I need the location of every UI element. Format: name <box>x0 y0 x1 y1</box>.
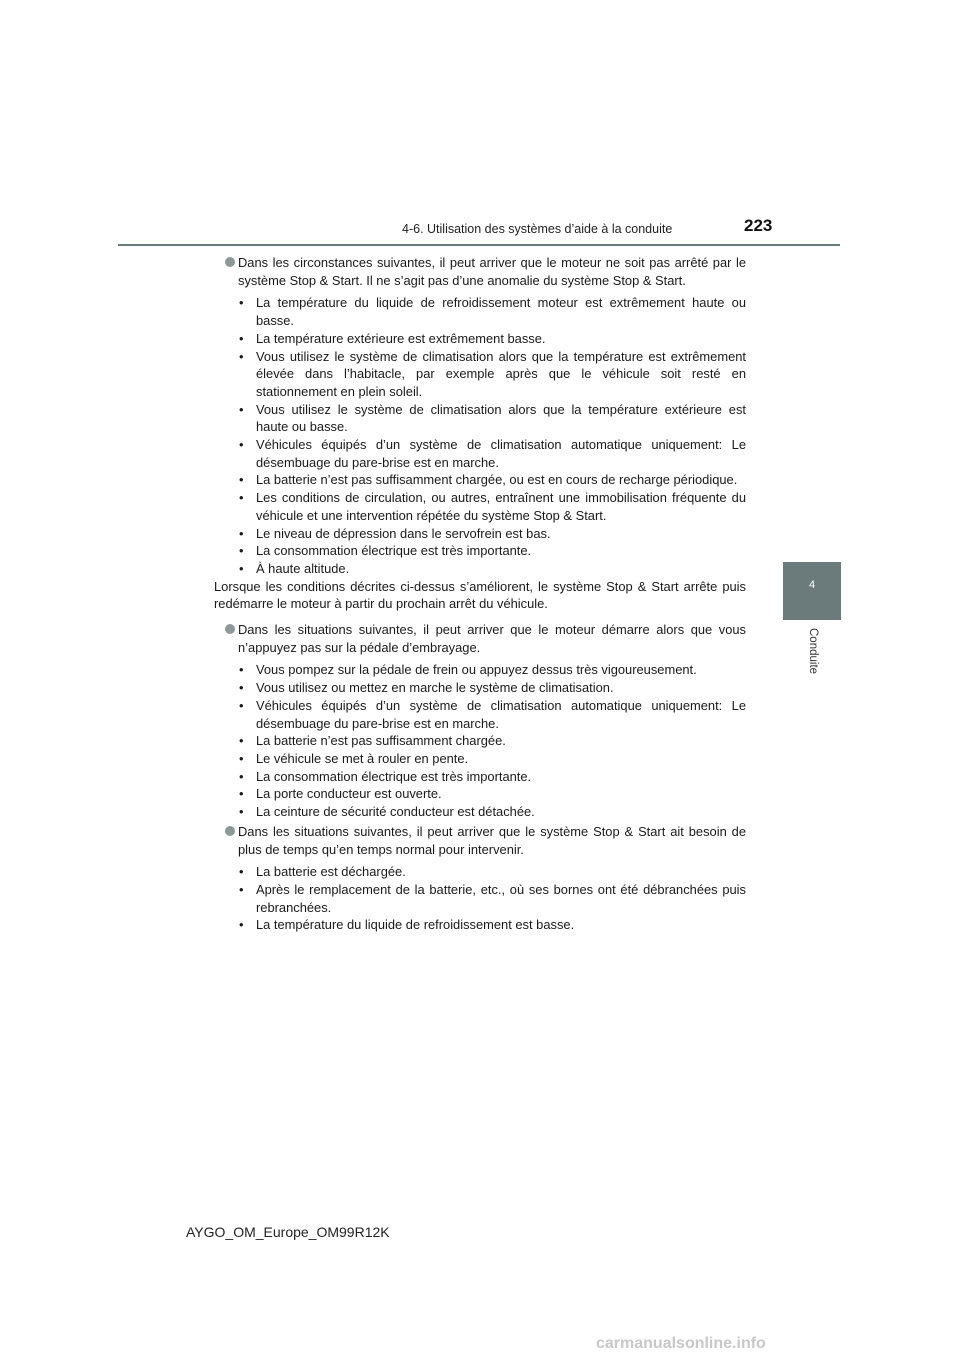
list-item: • Vous utilisez le système de climatisation alors que la température extérieure est haute ou basse. <box>239 401 746 435</box>
list-marker: • <box>239 560 244 576</box>
list-marker: • <box>239 917 244 933</box>
block-closing: Lorsque les conditions décrites ci-dessus s’améliorent, le système Stop & Start arrête puis redémarre le moteur à partir du prochain arrêt du véhicule. <box>214 578 746 612</box>
list-item: • La consommation électrique est très importante. <box>239 768 532 784</box>
list-item: • La ceinture de sécurité conducteur est détachée. <box>239 804 535 820</box>
condition-list <box>238 294 746 577</box>
list-item: • Vous utilisez ou mettez en marche le système de climatisation. <box>239 680 614 696</box>
list-marker: • <box>239 348 244 364</box>
list-marker: • <box>239 697 244 713</box>
list-item: • La batterie n’est pas suffisamment chargée. <box>239 733 506 749</box>
list-marker: • <box>239 662 244 678</box>
block-intro: Dans les circonstances suivantes, il peut arriver que le moteur ne soit pas arrêté par le système Stop & Start. Il ne s’agit pas d’une anomalie du système Stop & Start. <box>238 255 746 288</box>
list-marker: • <box>239 680 244 696</box>
footer-doc-code: AYGO_OM_Europe_OM99R12K <box>186 1224 390 1240</box>
list-item: • Véhicules équipés d’un système de climatisation automatique uniquement: Le désembuage du pare-brise est en marche. <box>239 697 746 731</box>
list-marker: • <box>239 864 244 880</box>
list-marker: • <box>239 733 244 749</box>
list-item: • Vous pompez sur la pédale de frein ou appuyez dessus très vigoureusement. <box>239 662 697 678</box>
list-item: • À haute altitude. <box>239 560 350 576</box>
list-marker: • <box>239 490 244 506</box>
header-section-title: 4-6. Utilisation des systèmes d’aide à la conduite <box>402 222 673 236</box>
list-marker: • <box>239 543 244 559</box>
list-item: • La consommation électrique est très importante. <box>239 543 532 559</box>
list-marker: • <box>239 750 244 766</box>
list-item: • La batterie n’est pas suffisamment chargée, ou est en cours de recharge périodique. <box>239 472 738 488</box>
list-item: • La batterie est déchargée. <box>239 864 406 880</box>
list-item: • La température du liquide de refroidissement moteur est extrêmement haute ou basse. <box>239 295 746 329</box>
list-item: • Le véhicule se met à rouler en pente. <box>239 750 469 766</box>
bullet-block-longer-time <box>226 823 746 858</box>
list-item: • La porte conducteur est ouverte. <box>239 786 442 802</box>
list-marker: • <box>239 525 244 541</box>
page-number: 223 <box>744 216 773 235</box>
list-item: • La température du liquide de refroidissement est basse. <box>239 917 575 933</box>
list-item: • La température extérieure est extrêmement basse. <box>239 330 546 346</box>
bullet-circle-icon <box>225 257 235 267</box>
list-item: • Après le remplacement de la batterie, etc., où ses bornes ont été débranchées puis rebranchées. <box>239 881 746 915</box>
bullet-circle-icon <box>225 624 235 634</box>
list-item: • Le niveau de dépression dans le servofrein est bas. <box>239 525 551 541</box>
bullet-circle-icon <box>225 826 235 836</box>
list-marker: • <box>239 881 244 897</box>
list-marker: • <box>239 295 244 311</box>
list-marker: • <box>239 437 244 453</box>
bullet-block-engine-restart <box>226 621 746 656</box>
list-marker: • <box>239 401 244 417</box>
block-intro: Dans les situations suivantes, il peut arriver que le système Stop & Start ait besoin de plus de temps qu’en temps normal pour intervenir. <box>238 823 746 857</box>
chapter-number: 4 <box>808 579 816 591</box>
list-marker: • <box>239 768 244 784</box>
list-item: • Les conditions de circulation, ou autres, entraînent une immobilisation fréquente du véhicule et une intervention répétée du système Stop & Start. <box>239 490 746 523</box>
list-marker: • <box>239 330 244 346</box>
chapter-tab[interactable] <box>783 562 841 620</box>
list-marker: • <box>239 804 244 820</box>
main-content <box>214 254 746 934</box>
bullet-block-engine-not-stopped <box>226 254 746 289</box>
list-item: • Véhicules équipés d’un système de climatisation automatique uniquement: Le désembuage du pare-brise est en marche. <box>239 437 746 470</box>
header-rule <box>118 244 840 246</box>
list-item: • Vous utilisez le système de climatisation alors que la température est extrêmement élevée dans l’habitacle, par exemple après que le véhicule soit resté en stationnement en plein soleil. <box>239 348 746 399</box>
list-marker: • <box>239 786 244 802</box>
chapter-label: Conduite <box>807 628 819 675</box>
list-marker: • <box>239 472 244 488</box>
block-intro: Dans les situations suivantes, il peut arriver que le moteur démarre alors que vous n’appuyez pas sur la pédale d’embrayage. <box>238 622 746 655</box>
condition-list <box>238 863 746 934</box>
condition-list <box>238 661 746 820</box>
watermark-text: carmanualsonline.info <box>596 1335 766 1352</box>
